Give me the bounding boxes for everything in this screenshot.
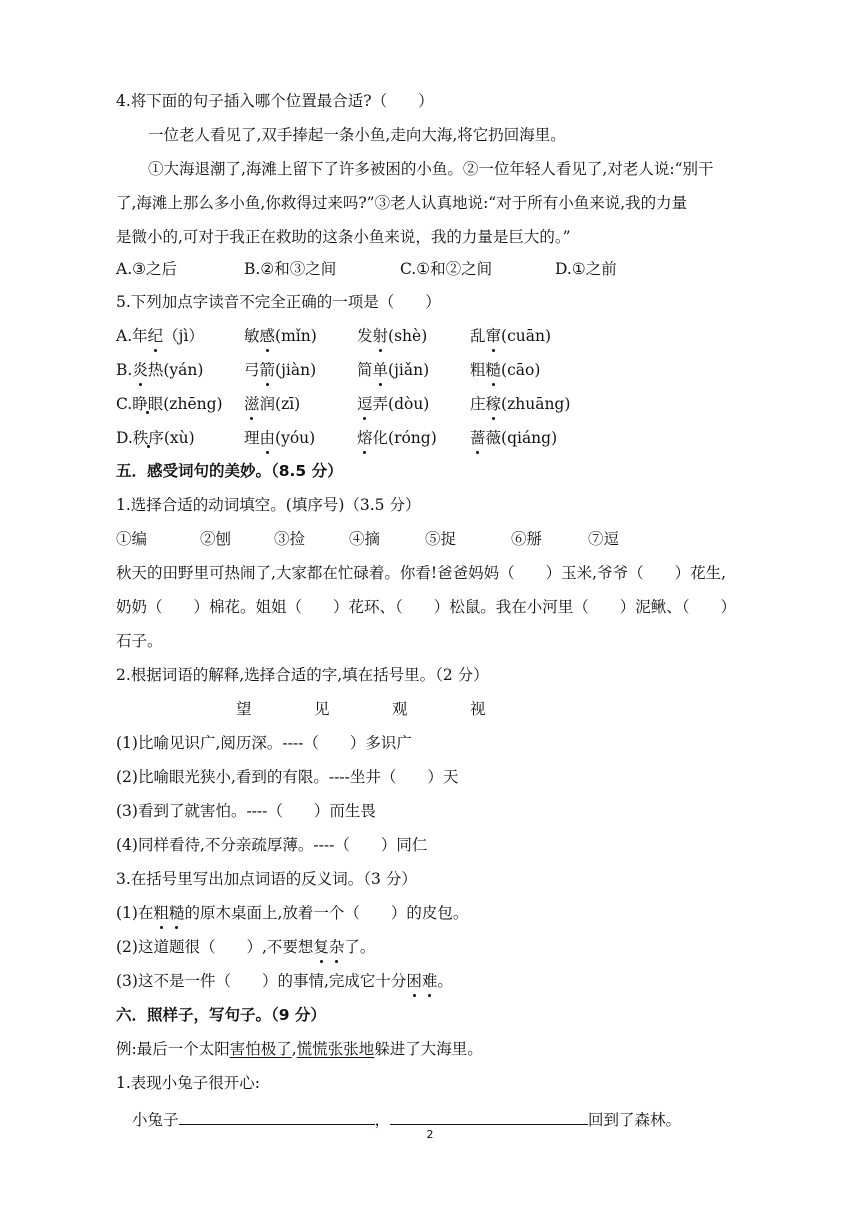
q5-word: [116, 359, 244, 381]
dotted-char: 滋: [244, 395, 260, 413]
text: (shè): [388, 327, 428, 345]
q5-word: [244, 393, 357, 415]
q5-option-label: D.: [116, 429, 133, 447]
text: (yóu): [275, 429, 316, 447]
text: ，: [374, 1111, 391, 1129]
dotted-char: 窜: [485, 327, 502, 345]
q4-passage-line-3: 是微小的,可对于我正在救助的这条小鱼来说，我的力量是巨大的。”: [116, 228, 571, 246]
page-number: 2: [426, 1128, 434, 1141]
text: 庄: [470, 395, 486, 413]
q5-option-row[interactable]: [116, 393, 820, 415]
text: 薇(qiáng): [485, 429, 558, 447]
text: 躲进了大海里。: [374, 1040, 483, 1058]
verb-1: ①编: [116, 530, 148, 548]
q5-option-row[interactable]: [116, 427, 820, 449]
s5-q3-item-1: [116, 902, 820, 924]
text: 理: [244, 429, 260, 447]
s5-q1-title: 1.选择合适的动词填空。(填序号)（3.5 分）: [116, 496, 421, 514]
q5-word: [357, 393, 470, 415]
char-3: 观: [392, 700, 408, 718]
q5-word: [116, 427, 244, 449]
char-options: [236, 698, 820, 720]
s5-q1-line-1: 秋天的田野里可热闹了,大家都在忙碌着。你看!爸爸妈妈（ ）玉米,爷爷（ ）花生,: [116, 564, 727, 582]
text: (1)在: [116, 904, 154, 922]
dotted-char: 感: [259, 327, 276, 345]
section-5-heading: 五．感受词句的美妙。（8.5 分）: [116, 462, 343, 480]
text: 秩: [132, 429, 149, 447]
text: ,: [291, 1040, 297, 1058]
dotted-char: 纪: [147, 327, 164, 345]
q5-word: [244, 427, 357, 449]
q5-option-label: A.: [116, 327, 133, 345]
text: 睁: [132, 395, 148, 413]
dotted-word: 复杂: [313, 938, 345, 956]
dotted-word: 粗糙: [153, 904, 185, 922]
s6-q1-title: 1.表现小兔子很开心:: [116, 1074, 261, 1092]
q5-word: [470, 359, 540, 381]
text: 弄(dòu): [372, 395, 430, 413]
text: 了。: [344, 938, 376, 956]
dotted-char: 稼: [485, 395, 502, 413]
s5-q2-item-1: (1)比喻见识广,阅历深。----（ ）多识广: [116, 734, 412, 752]
text: (jiàn): [275, 361, 317, 379]
q5-word: [244, 359, 357, 381]
verb-6: ⑥掰: [511, 530, 543, 548]
q4-option-a[interactable]: A.③之后: [116, 260, 178, 278]
q4-passage-line-1: ①大海退潮了,海滩上留下了许多被困的小鱼。②一位年轻人看见了,对老人说:“别干: [148, 160, 714, 178]
q4-sentence: 一位老人看见了,双手捧起一条小鱼,走向大海,将它扔回海里。: [148, 126, 566, 144]
s5-q3-title: 3.在括号里写出加点词语的反义词。（3 分）: [116, 870, 417, 888]
q4-options: [116, 258, 820, 280]
q5-word: [357, 325, 470, 347]
text: 热(yán): [147, 361, 204, 379]
char-4: 视: [470, 700, 486, 718]
verb-options: [116, 528, 820, 550]
text: 弓: [244, 361, 260, 379]
q5-option-row[interactable]: [116, 359, 820, 381]
q4-option-c[interactable]: C.①和②之间: [400, 260, 493, 278]
s5-q2-item-2: (2)比喻眼光狭小,看到的有限。----坐井（ ）天: [116, 768, 459, 786]
q5-word: [357, 427, 470, 449]
q5-title: 5.下列加点字读音不完全正确的一项是（ ）: [116, 293, 441, 311]
text: 小兔子: [132, 1111, 179, 1129]
q5-option-label: C.: [116, 395, 133, 413]
dotted-char: 蔷: [470, 429, 486, 447]
q4-title: 4.将下面的句子插入哪个位置最合适?（ ）: [116, 92, 434, 110]
q5-word: [470, 325, 551, 347]
verb-7: ⑦逗: [588, 530, 620, 548]
verb-4: ④摘: [349, 530, 381, 548]
s5-q2-title: 2.根据词语的解释,选择合适的字,填在括号里。（2 分）: [116, 666, 489, 684]
q4-option-b[interactable]: B.②和③之间: [244, 260, 337, 278]
text: (3)这不是一件（ ）的事情,完成它十分: [116, 972, 407, 990]
s6-example: [116, 1038, 820, 1060]
q4-option-d[interactable]: D.①之前: [555, 260, 617, 278]
text: 。: [437, 972, 453, 990]
text: (zhuāng): [501, 395, 571, 413]
q5-word: [357, 359, 470, 381]
underlined-phrase: 害怕极了: [229, 1040, 292, 1058]
text: 润(zī): [259, 395, 301, 413]
dotted-char: 炎: [132, 361, 148, 379]
text: 粗: [470, 361, 486, 379]
s5-q2-item-4: (4)同样看待,不分亲疏厚薄。----（ ）同仁: [116, 836, 428, 854]
q5-option-row[interactable]: [116, 325, 820, 347]
text: 年: [132, 327, 148, 345]
dotted-char: 射: [372, 327, 389, 345]
s5-q3-item-3: [116, 970, 820, 992]
section-6-heading: 六．照样子，写句子。（9 分）: [116, 1006, 326, 1024]
text: (cāo): [501, 361, 541, 379]
text: (cuān): [501, 327, 552, 345]
q4-passage-line-2: 了,海滩上那么多小鱼,你救得过来吗?”③老人认真地说:“对于所有小鱼来说,我的力量: [116, 194, 688, 212]
dotted-char: 由: [259, 429, 276, 447]
s5-q1-line-2: 奶奶（ ）棉花。姐姐（ ）花环、（ ）松鼠。我在小河里（ ）泥鳅、（ ）: [116, 598, 737, 616]
verb-2: ②刨: [200, 530, 232, 548]
s5-q2-item-3: (3)看到了就害怕。----（ ）而生畏: [116, 802, 376, 820]
dotted-char: 箭: [259, 361, 276, 379]
text: 发: [357, 327, 373, 345]
q5-word: [470, 427, 557, 449]
text: 化(róng): [372, 429, 437, 447]
char-2: 见: [314, 700, 330, 718]
s5-q3-item-2: [116, 936, 820, 958]
text: 敏: [244, 327, 260, 345]
answer-blank-1[interactable]: [179, 1106, 375, 1125]
dotted-char: 单: [372, 361, 389, 379]
text: 的原木桌面上,放着一个（ ）的皮包。: [184, 904, 469, 922]
answer-blank-2[interactable]: [390, 1106, 588, 1125]
text: 回到了森林。: [588, 1111, 682, 1129]
text: 例:最后一个太阳: [116, 1040, 230, 1058]
text: (jiǎn): [388, 361, 430, 379]
q5-word: [244, 325, 357, 347]
text: 简: [357, 361, 373, 379]
dotted-word: 困难: [406, 972, 438, 990]
s5-q1-line-3: 石子。: [116, 632, 163, 650]
text: （jì）: [163, 327, 204, 345]
text: 乱: [470, 327, 486, 345]
verb-5: ⑤捉: [425, 530, 457, 548]
text: 眼(zhēng): [147, 395, 223, 413]
text: (2)这道题很（ ）,不要想: [116, 938, 314, 956]
dotted-char: 糙: [485, 361, 502, 379]
q5-option-label: B.: [116, 361, 133, 379]
underlined-phrase: 慌慌张张地: [296, 1040, 375, 1058]
text: (mǐn): [275, 327, 317, 345]
text: 序(xù): [148, 429, 195, 447]
q5-word: [470, 393, 570, 415]
verb-3: ③捡: [274, 530, 306, 548]
dotted-char: 逗: [357, 395, 373, 413]
q5-word: [116, 393, 244, 415]
dotted-char: 熔: [357, 429, 373, 447]
q5-word: [116, 325, 244, 347]
char-1: 望: [236, 700, 252, 718]
